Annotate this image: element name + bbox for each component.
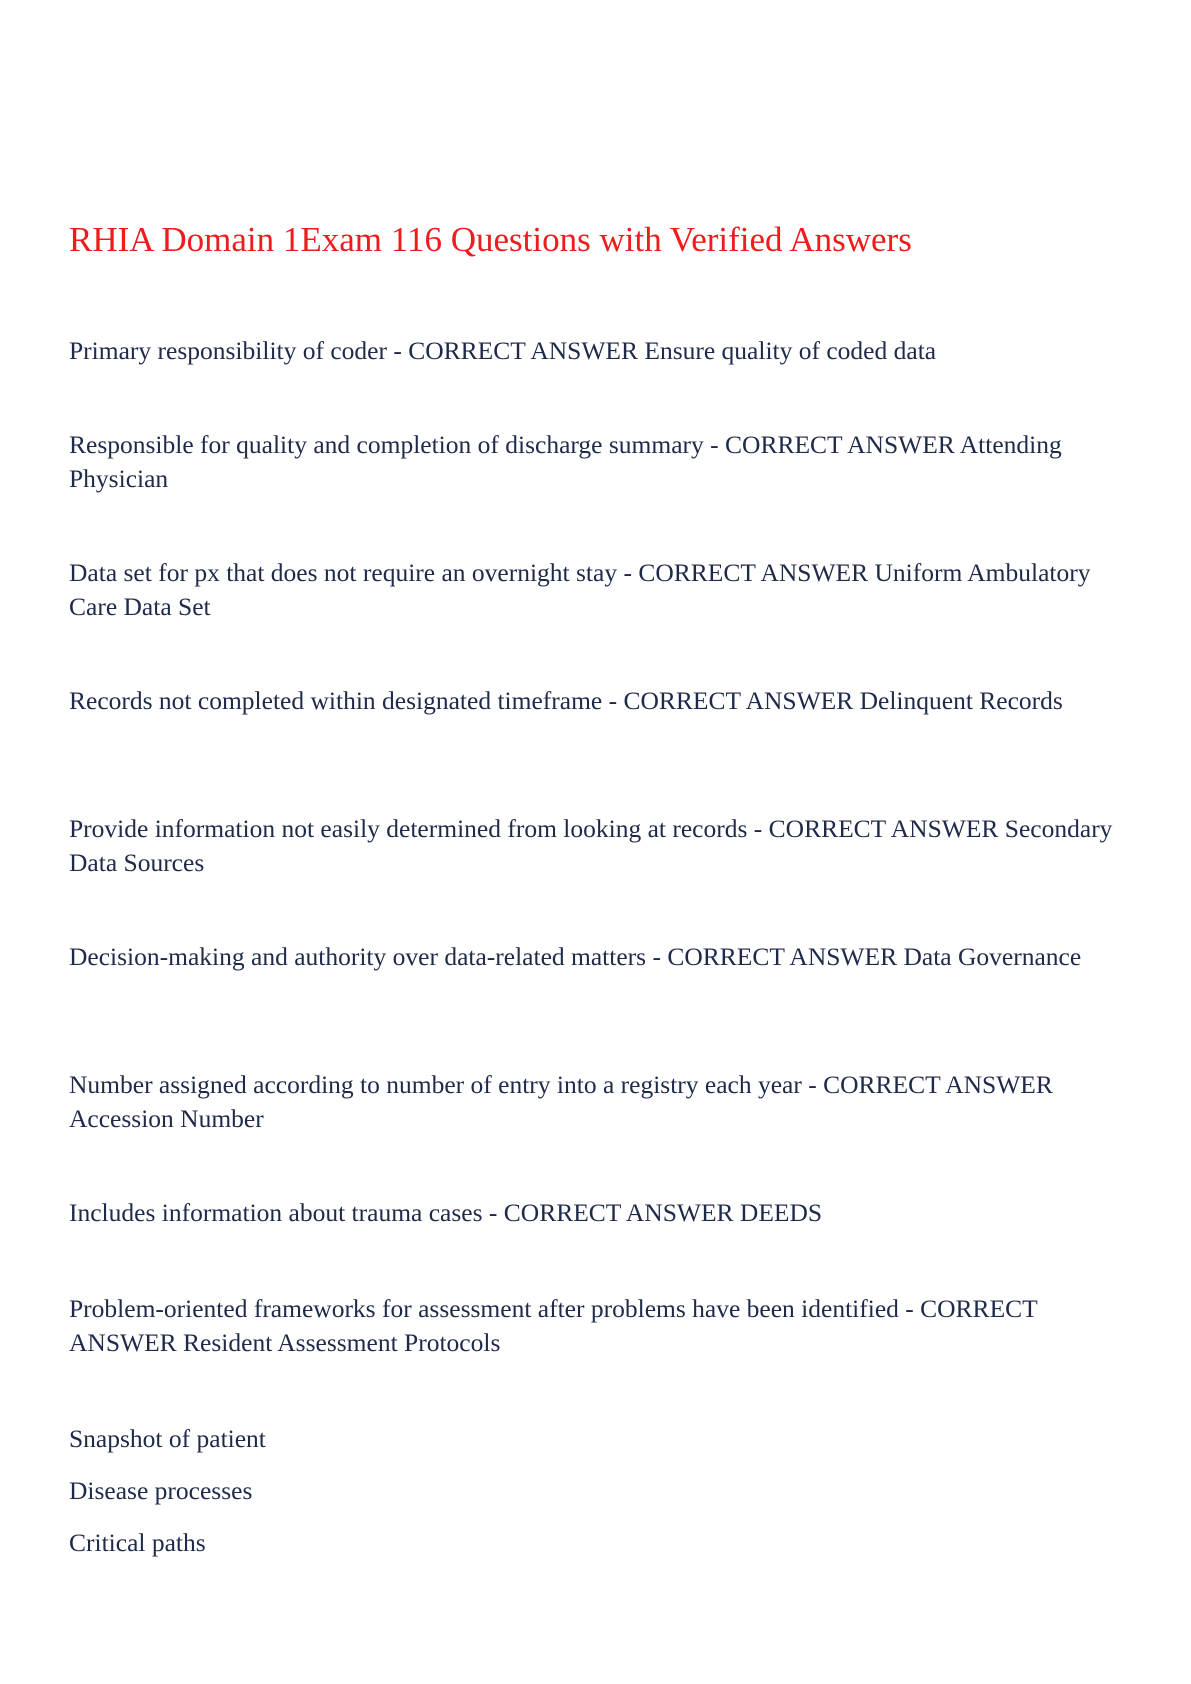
trailing-line: Disease processes — [69, 1476, 253, 1505]
qa-item: Responsible for quality and completion of discharge summary - CORRECT ANSWER Attending Physician — [69, 430, 1062, 493]
qa-item: Provide information not easily determined from looking at records - CORRECT ANSWER Secondary Data Sources — [69, 814, 1113, 877]
qa-item: Data set for px that does not require an overnight stay - CORRECT ANSWER Uniform Ambulatory Care Data Set — [69, 558, 1091, 621]
trailing-line: Critical paths — [69, 1528, 206, 1557]
qa-item: Includes information about trauma cases - CORRECT ANSWER DEEDS — [69, 1198, 823, 1227]
document-title: RHIA Domain 1Exam 116 Questions with Verified Answers — [69, 220, 912, 259]
trailing-line: Snapshot of patient — [69, 1424, 266, 1453]
qa-item: Problem-oriented frameworks for assessment after problems have been identified - CORRECT ANSWER Resident Assessment Protocols — [69, 1294, 1038, 1357]
qa-item: Primary responsibility of coder - CORRECT ANSWER Ensure quality of coded data — [69, 336, 937, 365]
qa-item: Records not completed within designated timeframe - CORRECT ANSWER Delinquent Records — [69, 686, 1063, 715]
qa-item: Number assigned according to number of entry into a registry each year - CORRECT ANSWER Accession Number — [69, 1070, 1053, 1133]
qa-item: Decision-making and authority over data-related matters - CORRECT ANSWER Data Governance — [69, 942, 1082, 971]
